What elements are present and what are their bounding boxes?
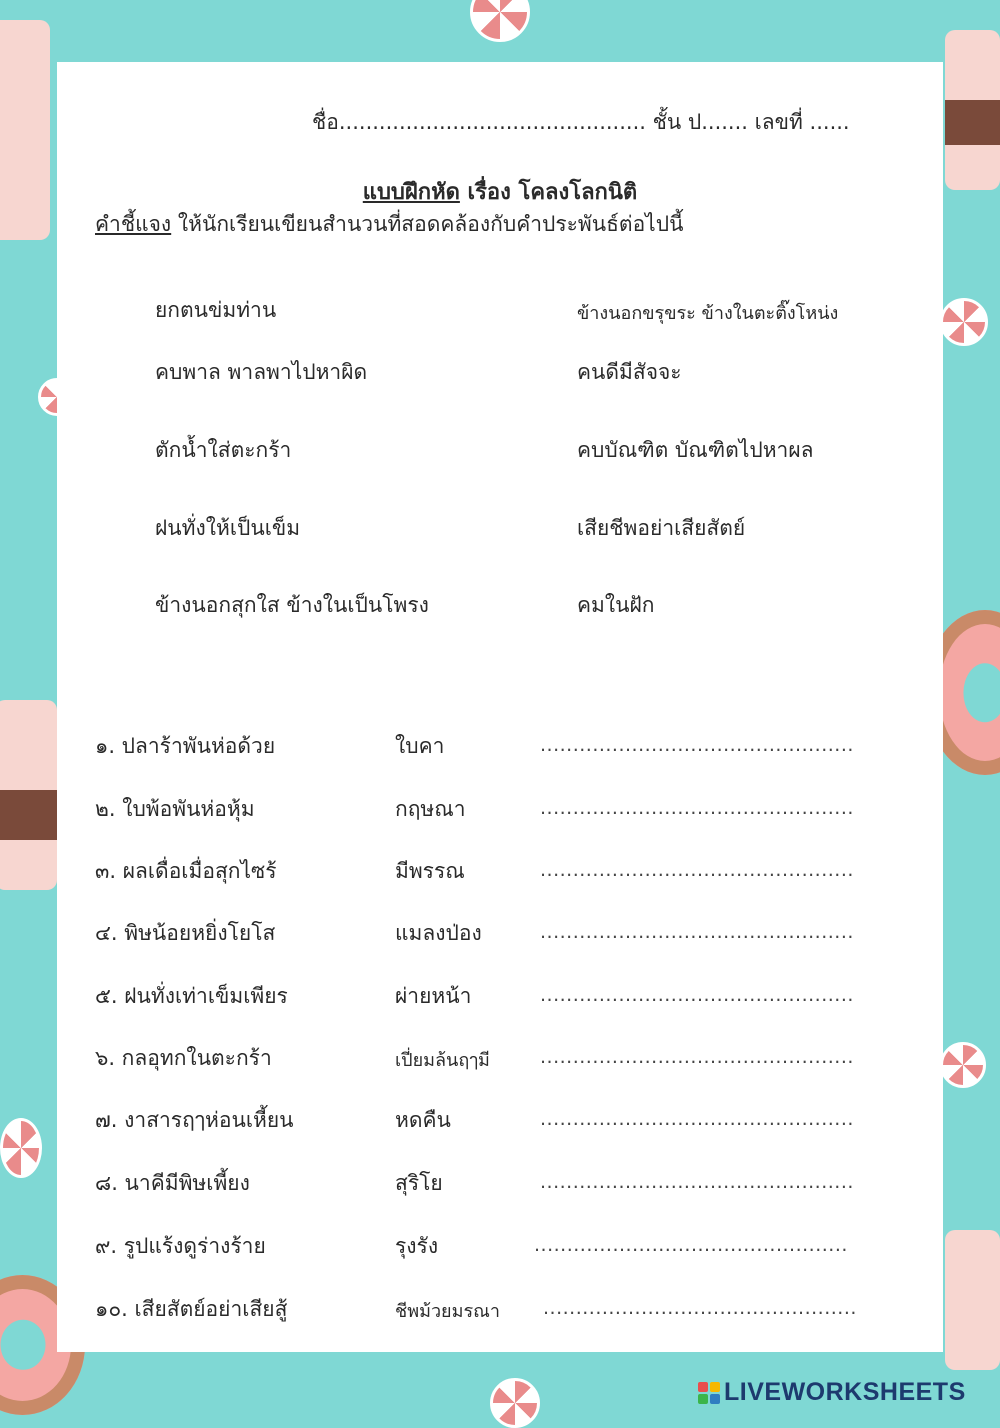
exercise-phrase: ๒. ใบพ้อพันห่อหุ้ม	[95, 797, 255, 821]
answer-blank[interactable]: ................................................	[543, 1297, 857, 1319]
answer-blank[interactable]: ................................................	[540, 1108, 854, 1130]
peppermint-candy-icon	[0, 1118, 42, 1178]
answer-blank[interactable]: ................................................	[540, 1171, 854, 1193]
cup-band-icon	[0, 790, 57, 840]
exercise-word: มีพรรณ	[395, 859, 465, 883]
exercise-word: เปี่ยมล้นฤๅมี	[395, 1050, 490, 1071]
instruction-label: คำชี้แจง	[95, 212, 172, 236]
exercise-phrase: ๑๐. เสียสัตย์อย่าเสียสู้	[95, 1297, 288, 1321]
answer-blank[interactable]: ................................................	[540, 797, 854, 819]
instruction-text: ให้นักเรียนเขียนสำนวนที่สอดคล้องกับคำประพันธ์ต่อไปนี้	[171, 212, 684, 236]
exercise-phrase: ๖. กลอุทกในตะกร้า	[95, 1046, 272, 1070]
exercise-word: ชีพม้วยมรณา	[395, 1301, 500, 1322]
exercise-word: แมลงป่อง	[395, 921, 482, 945]
proverb-right-2: คนดีมีสัจจะ	[577, 360, 682, 384]
cup-decoration-icon	[945, 1230, 1000, 1370]
cup-decoration-icon	[0, 20, 50, 240]
answer-blank[interactable]: ................................................	[534, 1234, 848, 1256]
student-info-line[interactable]: ชื่อ.............................................. ชั้น ป....... เลขที่ ......	[312, 110, 850, 134]
proverb-right-5: คมในฝัก	[577, 593, 655, 617]
peppermint-candy-icon	[940, 1042, 986, 1088]
proverb-left-3: ตักน้ำใส่ตะกร้า	[155, 438, 292, 462]
exercise-phrase: ๑. ปลาร้าพันห่อด้วย	[95, 734, 276, 758]
cup-band-icon	[945, 100, 1000, 145]
exercise-word: หดคืน	[395, 1108, 451, 1132]
proverb-right-3: คบบัณฑิต บัณฑิตไปหาผล	[577, 438, 814, 462]
proverb-right-4: เสียชีพอย่าเสียสัตย์	[577, 516, 746, 540]
worksheet-title	[57, 174, 943, 209]
answer-blank[interactable]: ................................................	[540, 734, 854, 756]
worksheet-page	[57, 62, 943, 1352]
title-part-1: แบบฝึกหัด	[362, 180, 460, 205]
liveworksheets-logo-icon	[698, 1382, 720, 1404]
exercise-word: สุริโย	[395, 1171, 443, 1195]
exercise-phrase: ๓. ผลเดื่อเมื่อสุกไซร้	[95, 859, 277, 883]
proverb-left-4: ฝนทั่งให้เป็นเข็ม	[155, 516, 301, 540]
proverb-left-1: ยกตนข่มท่าน	[155, 298, 277, 322]
title-part-2: เรื่อง โคลงโลกนิติ	[459, 180, 638, 205]
exercise-phrase: ๘. นาคีมีพิษเพี้ยง	[95, 1171, 250, 1195]
answer-blank[interactable]: ................................................	[540, 921, 854, 943]
answer-blank[interactable]: ................................................	[540, 984, 854, 1006]
proverb-left-5: ข้างนอกสุกใส ข้างในเป็นโพรง	[155, 593, 429, 617]
exercise-phrase: ๕. ฝนทั่งเท่าเข็มเพียร	[95, 984, 288, 1008]
instruction-line	[95, 208, 683, 241]
exercise-phrase: ๙. รูปแร้งดูร่างร้าย	[95, 1234, 266, 1258]
exercise-word: รุงรัง	[395, 1234, 439, 1258]
exercise-word: กฤษณา	[395, 797, 466, 821]
exercise-phrase: ๗. งาสารฤๅห่อนเหี้ยน	[95, 1108, 294, 1132]
exercise-word: ใบคา	[395, 734, 445, 758]
exercise-word: ผ่ายหน้า	[395, 984, 472, 1008]
proverb-right-1: ข้างนอกขรุขระ ข้างในตะติ๊งโหน่ง	[577, 303, 839, 324]
peppermint-candy-icon	[940, 298, 988, 346]
exercise-phrase: ๔. พิษน้อยหยิ่งโยโส	[95, 921, 276, 945]
liveworksheets-logo[interactable]: LIVEWORKSHEETS	[724, 1378, 966, 1406]
peppermint-candy-icon	[490, 1378, 540, 1428]
peppermint-candy-icon	[470, 0, 530, 42]
answer-blank[interactable]: ................................................	[540, 1046, 854, 1068]
answer-blank[interactable]: ................................................	[540, 859, 854, 881]
proverb-left-2: คบพาล พาลพาไปหาผิด	[155, 360, 368, 384]
